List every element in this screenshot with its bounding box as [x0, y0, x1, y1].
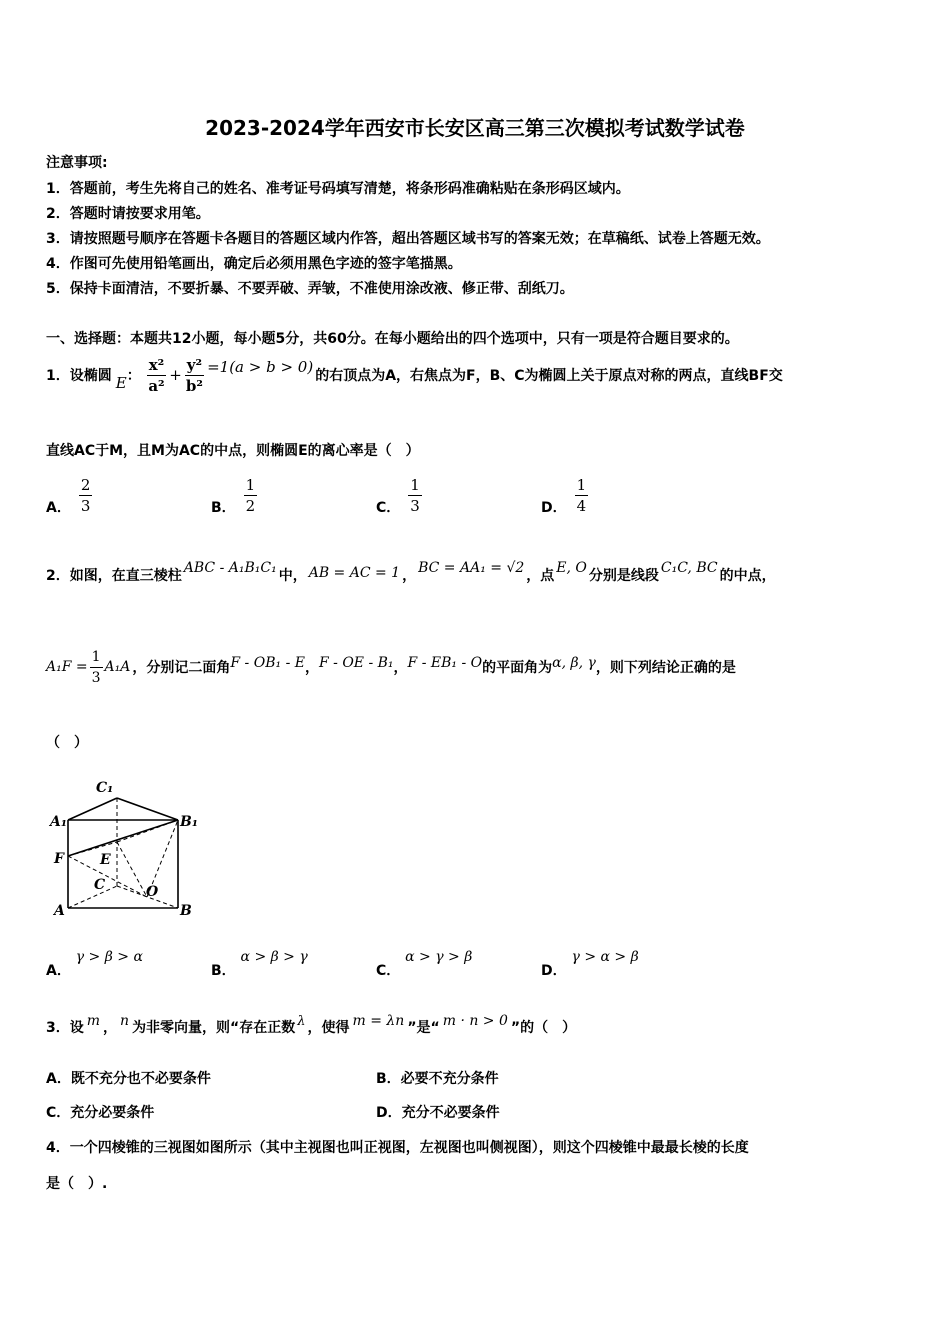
q2-option-a-label: A． — [46, 963, 71, 979]
notice-item-2: 2．答题时请按要求用笔。 — [46, 206, 210, 222]
q3-m: m — [86, 1013, 101, 1029]
q2-dihedral-1: F - OB₁ - E — [230, 655, 305, 671]
q3-inequality: m · n > 0 — [442, 1013, 508, 1029]
q2-text-5: 分别是线段 — [588, 568, 659, 584]
q2-option-d-expr: γ > α > β — [571, 949, 639, 965]
q2-vector-frac-num: 1 — [90, 647, 103, 668]
q2-vector-frac — [90, 647, 103, 688]
q2-vector-rhs: A₁A — [104, 659, 131, 675]
q1-option-b-num: 1 — [245, 475, 256, 494]
q1-option-a-num: 2 — [80, 475, 91, 494]
q1-colon: ： — [126, 368, 141, 384]
q2-option-b[interactable] — [211, 948, 308, 978]
q1-frac-y-den: b² — [185, 376, 203, 395]
question-1-line-1 — [46, 352, 783, 398]
q2-vector-frac-den: 3 — [91, 669, 101, 686]
q2-option-b-label: B． — [211, 963, 236, 979]
q1-option-d-frac — [575, 475, 589, 516]
q1-option-d-label: D． — [541, 500, 567, 516]
q3-text-1: 3．设 — [46, 1020, 84, 1036]
notice-item-4: 4．作图可先使用铅笔画出，确定后必须用黑色字迹的签字笔描黑。 — [46, 256, 462, 272]
q1-option-a-frac — [79, 475, 93, 516]
q3-text-4: ，使得 — [307, 1020, 350, 1036]
q2-points: E, O — [556, 560, 587, 576]
q2-text-9: ，则下列结论正确的是 — [595, 660, 736, 676]
q2-option-a[interactable] — [46, 948, 143, 978]
question-1-line-2: 直线AC于M，且M为AC的中点，则椭圆E的离心率是（ ） — [46, 443, 420, 459]
q2-option-c-expr: α > γ > β — [405, 949, 473, 965]
q2-option-c[interactable] — [376, 948, 472, 978]
q2-option-b-expr: α > β > γ — [240, 949, 308, 965]
q1-option-a-label: A． — [46, 500, 71, 516]
q1-option-a[interactable] — [46, 470, 92, 520]
question-4-line-1: 4．一个四棱锥的三视图如图所示（其中主视图也叫正视图，左视图也叫侧视图），则这个四棱锥中最最长棱的长度 — [46, 1140, 749, 1156]
notice-heading: 注意事项: — [46, 155, 108, 171]
q3-equation: m = λn — [352, 1013, 405, 1029]
q3-option-b[interactable]: B．必要不充分条件 — [376, 1071, 499, 1087]
q1-condition: =1(a > b > 0) — [207, 358, 314, 376]
question-4-line-2: 是（ ）. — [46, 1176, 108, 1192]
q1-text-rest: 的右顶点为A，右焦点为F，B、C为椭圆上关于原点对称的两点，直线BF交 — [315, 368, 783, 384]
q3-lambda: λ — [297, 1013, 306, 1029]
q1-plus: + — [169, 366, 182, 384]
label-a1: A₁ — [50, 814, 67, 830]
section-heading: 一、选择题：本题共12小题，每小题5分，共60分。在每小题给出的四个选项中，只有一项是符合题目要求的。 — [46, 331, 739, 347]
q1-option-d-den: 4 — [576, 496, 587, 515]
notice-item-1: 1．答题前，考生先将自己的姓名、准考证号码填写清楚，将条形码准确粘贴在条形码区域内。 — [46, 181, 630, 197]
q2-eq-2: BC = AA₁ = √2 — [418, 560, 525, 576]
q2-dihedral-2: F - OE - B₁ — [318, 655, 394, 671]
q1-ellipse-name: E — [115, 374, 127, 392]
label-a: A — [54, 903, 65, 919]
q3-n: n — [120, 1013, 130, 1029]
q1-option-d[interactable] — [541, 470, 588, 520]
label-b: B — [180, 903, 192, 919]
q2-segments: C₁C, BC — [660, 560, 718, 576]
q1-option-d-num: 1 — [576, 475, 587, 494]
q2-option-c-label: C． — [376, 963, 401, 979]
q2-prism-figure — [46, 770, 216, 930]
q1-option-c-frac — [408, 475, 422, 516]
label-b1: B₁ — [180, 814, 198, 830]
q1-option-b-frac — [244, 475, 258, 516]
q1-option-c-num: 1 — [410, 475, 420, 494]
q2-text-6: 的中点， — [719, 568, 776, 584]
q1-option-b-label: B． — [211, 500, 236, 516]
q1-option-c-label: C． — [376, 500, 401, 516]
question-3 — [46, 1012, 576, 1042]
q1-option-a-den: 3 — [80, 496, 91, 515]
q2-eq-1: AB = AC = 1 — [308, 565, 401, 581]
q2-option-a-expr: γ > β > α — [75, 949, 143, 965]
q1-option-b[interactable] — [211, 470, 257, 520]
label-c: C — [94, 877, 106, 893]
q2-text-1: 2．如图，在直三棱柱 — [46, 568, 182, 584]
q2-vector-lhs: A₁F = — [46, 659, 88, 675]
q2-prism: ABC - A₁B₁C₁ — [183, 560, 277, 576]
q3-text-6: ”的（ ） — [510, 1020, 577, 1036]
q2-option-d[interactable] — [541, 948, 639, 978]
q2-option-d-label: D． — [541, 963, 567, 979]
q2-sep-1: ， — [304, 660, 319, 676]
q2-text-8: 的平面角为 — [482, 660, 553, 676]
q2-paren: （ ） — [46, 735, 88, 751]
q1-frac-x-num: x² — [148, 355, 165, 374]
label-o: O — [146, 884, 159, 900]
q3-option-d[interactable]: D．充分不必要条件 — [376, 1105, 500, 1121]
q2-text-7: ，分别记二面角 — [132, 660, 231, 676]
q1-frac-y — [185, 355, 204, 396]
q2-greek: α, β, γ — [552, 655, 596, 671]
q2-text-4: ，点 — [526, 568, 555, 584]
q2-dihedral-3: F - EB₁ - O — [407, 655, 483, 671]
q3-text-5: ”是“ — [407, 1020, 440, 1036]
q1-frac-x-den: a² — [148, 376, 165, 395]
q1-option-b-den: 2 — [245, 496, 256, 515]
notice-item-3: 3．请按照题号顺序在答题卡各题目的答题区域内作答，超出答题区域书写的答案无效；在草稿纸、试卷上答题无效。 — [46, 231, 770, 247]
question-2-line-1 — [46, 560, 776, 590]
q1-frac-x — [147, 355, 167, 396]
q1-option-c-den: 3 — [410, 496, 420, 515]
q3-option-c[interactable]: C．充分必要条件 — [46, 1105, 155, 1121]
q1-prefix: 1．设椭圆 — [46, 368, 112, 384]
label-f: F — [54, 851, 64, 867]
label-e: E — [100, 852, 111, 868]
q2-text-3: ， — [402, 568, 417, 584]
q1-option-c[interactable] — [376, 470, 422, 520]
edge-c1b1 — [117, 798, 178, 820]
page-title: 2023-2024学年西安市长安区高三第三次模拟考试数学试卷 — [205, 116, 745, 140]
q2-sep-2: ， — [393, 660, 408, 676]
q3-option-a[interactable]: A．既不充分也不必要条件 — [46, 1071, 211, 1087]
label-c1: C₁ — [96, 780, 114, 796]
edge-ac — [68, 886, 117, 908]
edge-a1c1 — [68, 798, 117, 820]
segment-fb1 — [68, 820, 178, 856]
q1-frac-y-num: y² — [186, 355, 203, 374]
q3-text-3: 为非零向量，则“存在正数 — [132, 1020, 296, 1036]
question-2-line-2 — [46, 640, 736, 694]
notice-item-5: 5．保持卡面清洁，不要折暴、不要弄破、弄皱，不准使用涂改液、修正带、刮纸刀。 — [46, 281, 574, 297]
q3-text-2: ， — [103, 1020, 118, 1036]
q2-text-2: 中， — [278, 568, 307, 584]
